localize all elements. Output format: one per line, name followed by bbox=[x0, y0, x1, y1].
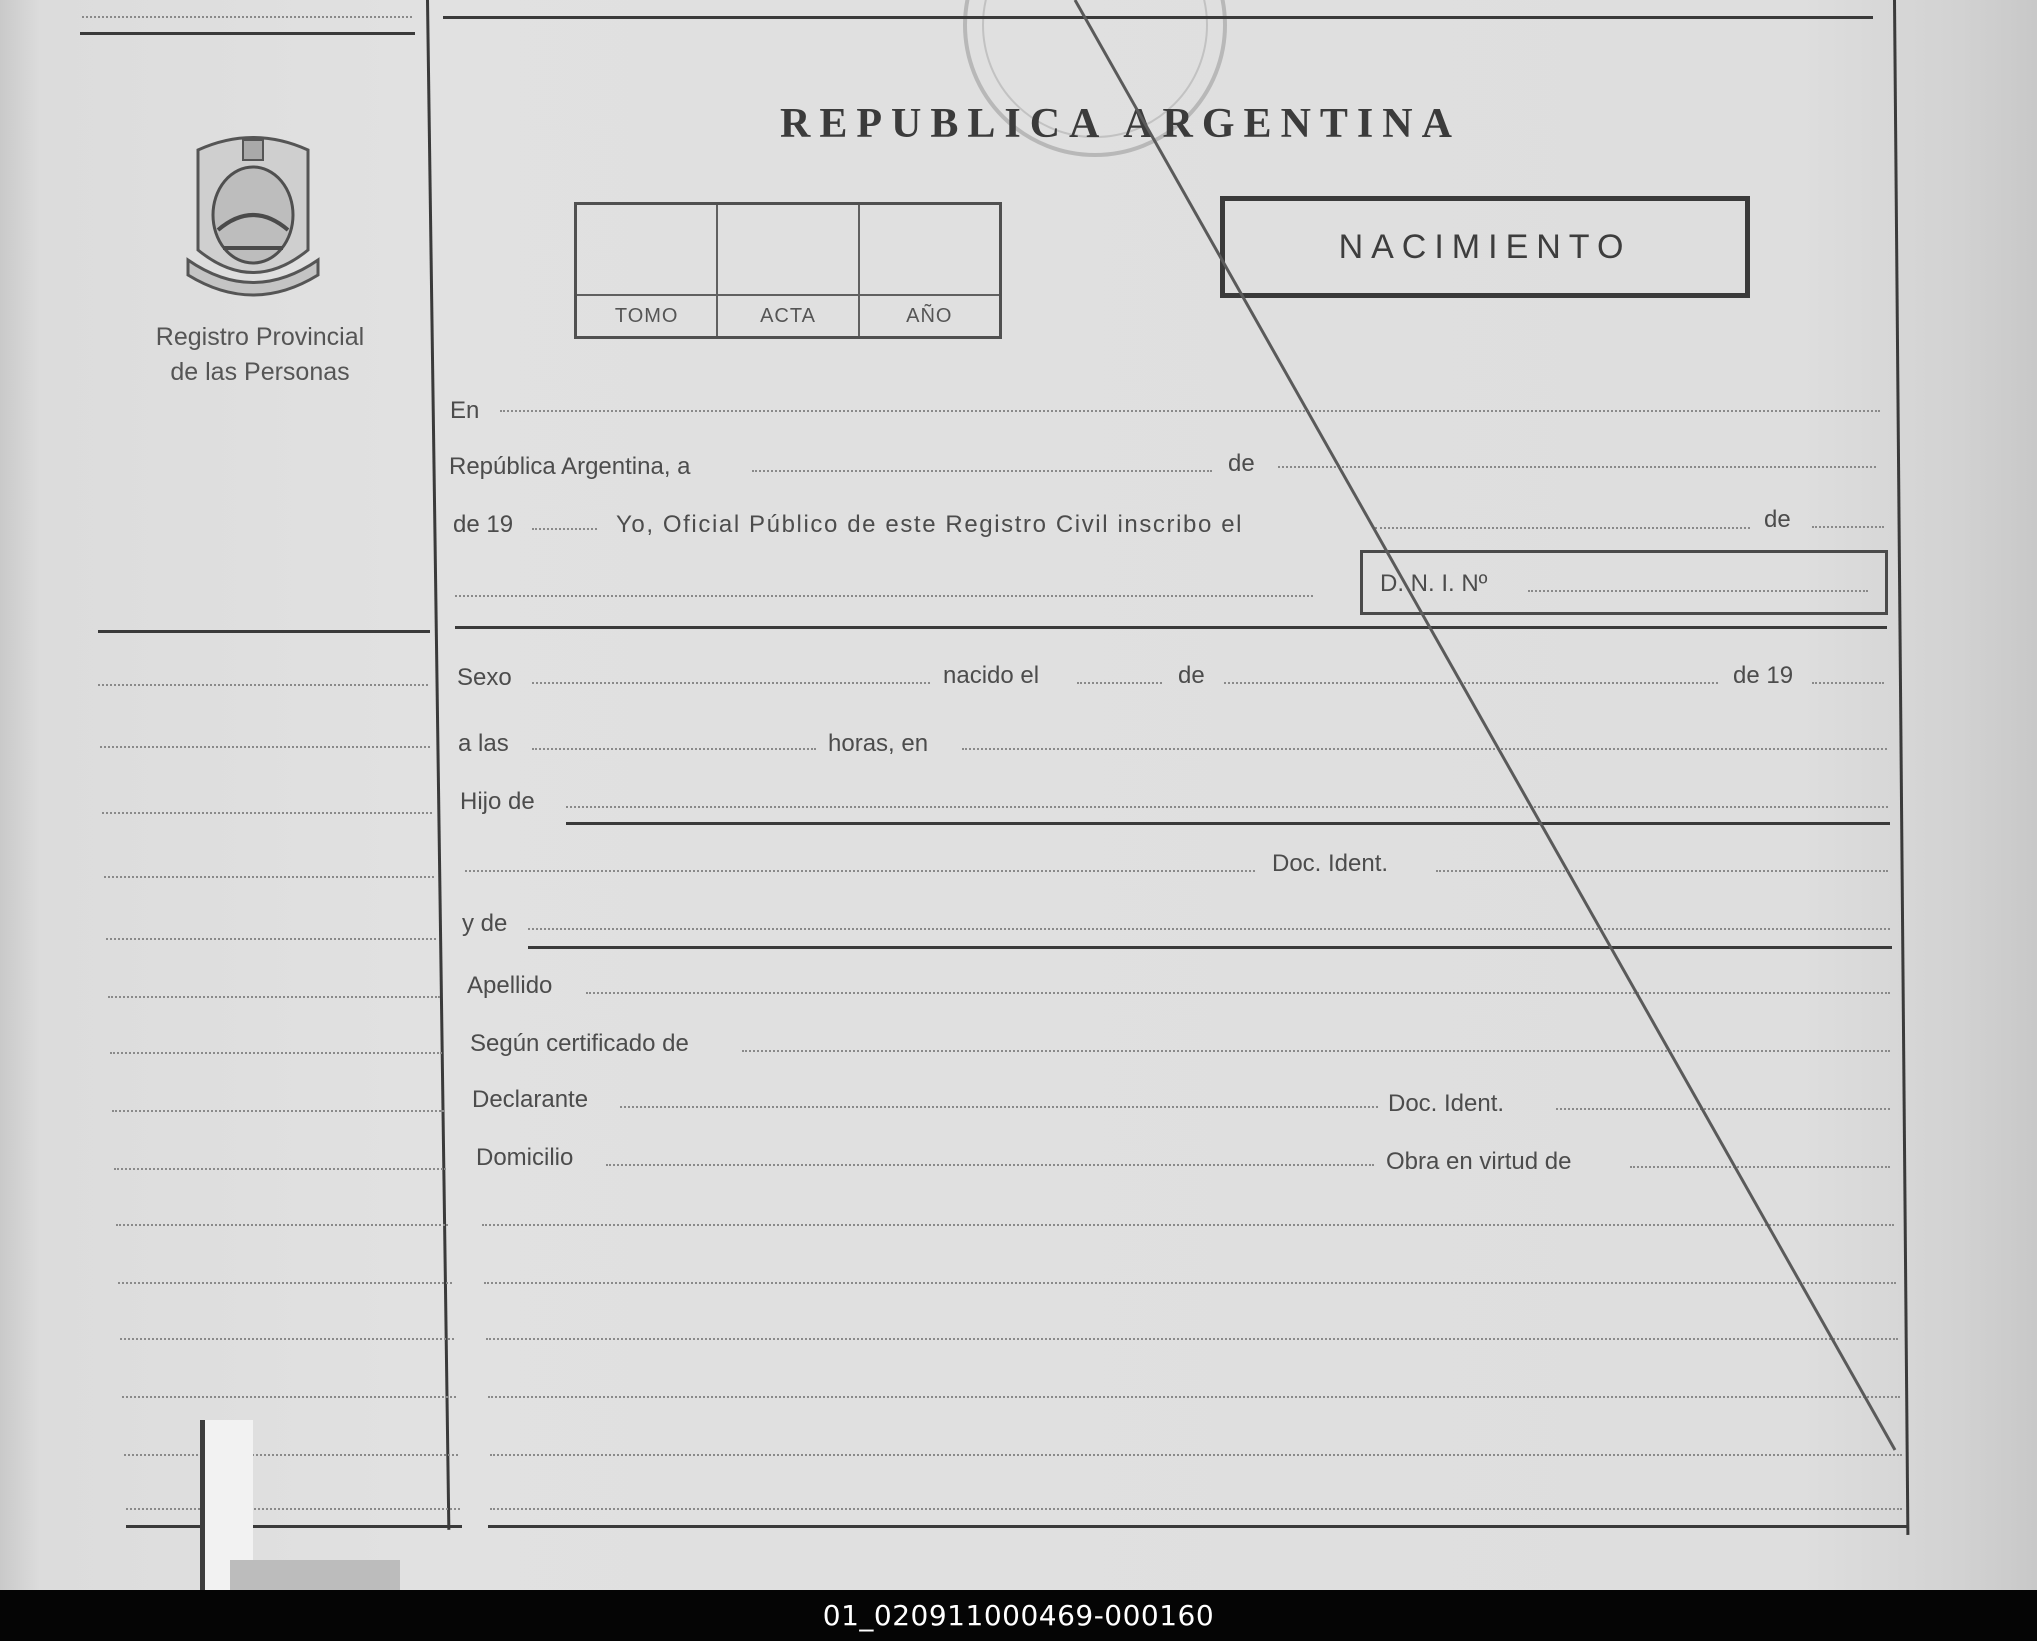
en-label: En bbox=[450, 397, 480, 424]
tomo-label: TOMO bbox=[577, 294, 716, 336]
obra-en-virtud-label: Obra en virtud de bbox=[1386, 1148, 1572, 1175]
hijo-de-label: Hijo de bbox=[460, 788, 535, 815]
registry-name-line-1: Registro Provincial bbox=[155, 323, 365, 351]
segun-certificado-label: Según certificado de bbox=[470, 1030, 689, 1057]
page-title: REPUBLICA ARGENTINA bbox=[780, 101, 1461, 147]
doc-ident-label-1: Doc. Ident. bbox=[1272, 850, 1389, 877]
image-id-label: 01_020911000469-000160 bbox=[822, 1599, 1215, 1632]
document-type-label: NACIMIENTO bbox=[1338, 227, 1632, 266]
ano-label: AÑO bbox=[860, 294, 999, 336]
dni-label: D. N. I. Nº bbox=[1380, 570, 1488, 597]
doc-ident-label-2: Doc. Ident. bbox=[1388, 1090, 1505, 1117]
acta-label: ACTA bbox=[718, 294, 857, 336]
a-las-label: a las bbox=[458, 730, 509, 757]
de-19-label-birth: de 19 bbox=[1733, 662, 1794, 689]
y-de-label: y de bbox=[462, 910, 508, 937]
apellido-label: Apellido bbox=[467, 972, 553, 999]
declarante-label: Declarante bbox=[472, 1086, 589, 1113]
nacido-label: nacido el bbox=[943, 662, 1040, 689]
de-label-3: de bbox=[1178, 662, 1205, 689]
republica-label: República Argentina, a bbox=[449, 453, 691, 480]
oficial-statement: Yo, Oficial Público de este Registro Civil inscribo el bbox=[616, 511, 1244, 538]
horas-en-label: horas, en bbox=[828, 730, 929, 757]
de-19-label: de 19 bbox=[453, 511, 514, 538]
de-label-2: de bbox=[1764, 506, 1791, 533]
sexo-label: Sexo bbox=[457, 664, 512, 691]
de-label-1: de bbox=[1228, 450, 1255, 477]
registry-name-line-2: de las Personas bbox=[170, 358, 350, 386]
domicilio-label: Domicilio bbox=[476, 1144, 574, 1171]
image-id-footer bbox=[0, 1590, 2037, 1641]
paper-tab-shadow bbox=[230, 1560, 400, 1590]
